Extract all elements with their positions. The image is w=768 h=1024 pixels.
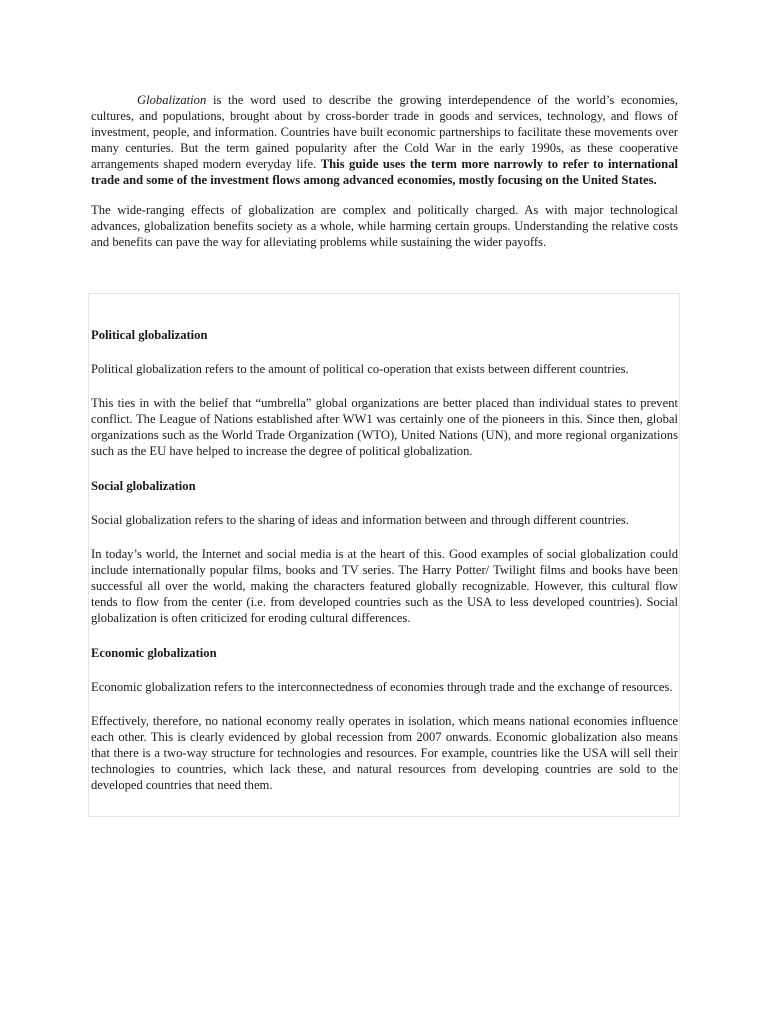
social-paragraph-2: In today’s world, the Internet and social media is at the heart of this. Good examples of social globalization could include internationally popular films, books and TV series. The Harry Potter/ Twilight films and books have been successful all over the world, making the characters featured globally recognizable. However, this cultural flow tends to flow from the center (i.e. from developed countries such as the USA to less developed countries). Social globalization is often criticized for eroding cultural differences.: [91, 547, 678, 625]
social-heading: Social globalization: [91, 479, 196, 493]
intro-paragraph-1-text: is the word used to describe the growing interdependence of the world’s economies, cultures, and populations, brought about by cross-border trade in goods and services, technology, and flows of investment, people, and information. Countries have built economic partnerships to facilitate these movements over many centuries. But the term gained popularity after the Cold War in the early 1990s, as these cooperative arrangements shaped modern everyday life.: [91, 93, 678, 171]
globalization-term: Globalization: [137, 93, 207, 107]
economic-paragraph-2: Effectively, therefore, no national economy really operates in isolation, which means national economies influence each other. This is clearly evidenced by global recession from 2007 onwards. Economic globalization also means that there is a two-way structure for technologies and resources. For example, countries like the USA will sell their technologies to countries, which lack these, and natural resources from developing countries are sold to the developed countries that need them.: [91, 714, 678, 792]
political-paragraph-1: Political globalization refers to the amount of political co-operation that exists between different countries.: [91, 362, 629, 376]
intro-paragraph-1: [91, 92, 678, 188]
political-paragraph-2: This ties in with the belief that “umbrella” global organizations are better placed than individual states to prevent conflict. The League of Nations established after WW1 was certainly one of the pioneers in this. Since then, global organizations such as the World Trade Organization (WTO), United Nations (UN), and more regional organizations such as the EU have helped to increase the degree of political globalization.: [91, 396, 678, 458]
intro-paragraph-1-bold: This guide uses the term more narrowly to refer to international trade and some of the investment flows among advanced economies, mostly focusing on the United States.: [91, 157, 678, 187]
intro-section: [91, 92, 678, 250]
economic-heading: Economic globalization: [91, 646, 217, 660]
economic-paragraph-1: Economic globalization refers to the interconnectedness of economies through trade and the exchange of resources.: [91, 680, 673, 694]
political-heading: Political globalization: [91, 328, 208, 342]
globalization-types-box: [88, 293, 680, 817]
social-paragraph-1: Social globalization refers to the sharing of ideas and information between and through different countries.: [91, 513, 629, 527]
globalization-types-content: [91, 327, 678, 793]
intro-paragraph-2: The wide-ranging effects of globalization are complex and politically charged. As with major technological advances, globalization benefits society as a whole, while harming certain groups. Understanding the relative costs and benefits can pave the way for alleviating problems while sustaining the wider payoffs.: [91, 203, 678, 249]
